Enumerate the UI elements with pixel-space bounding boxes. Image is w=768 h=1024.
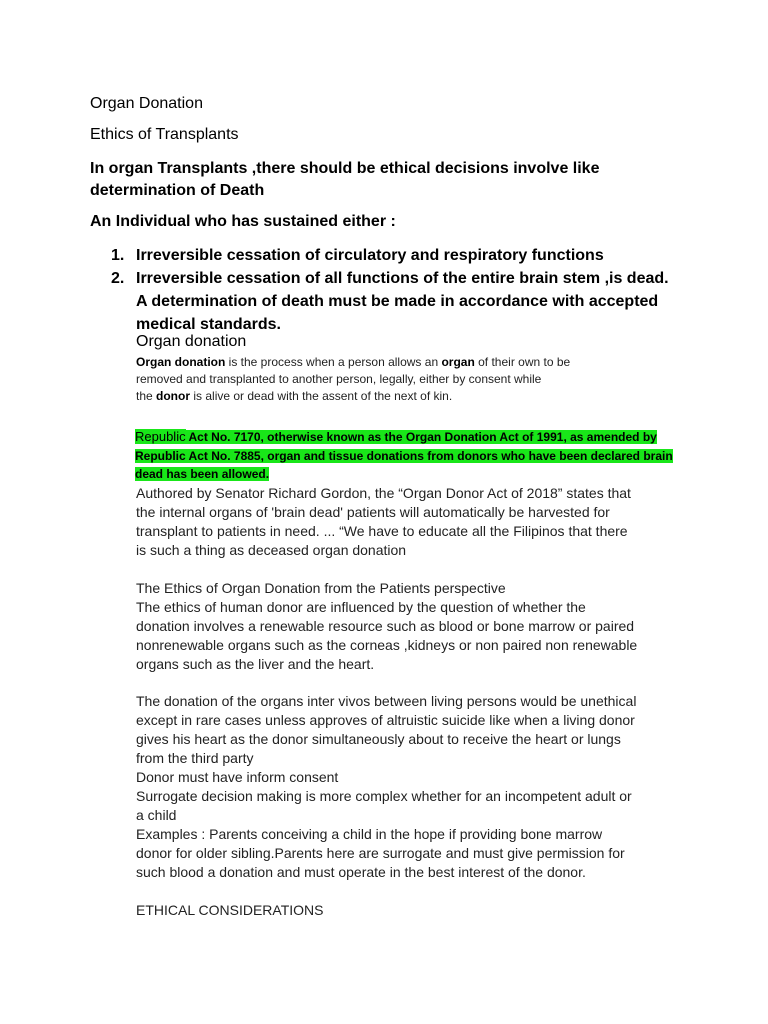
definition-text: of their own to be (474, 355, 571, 369)
list-number: 2. (111, 270, 125, 287)
paragraph-line: nonrenewable organs such as the corneas ,kidneys or non paired non renewable (136, 637, 638, 653)
organ-donation-heading: Organ donation (136, 333, 247, 350)
highlight-line-2 (135, 447, 675, 466)
paragraph-line: The donation of the organs inter vivos between living persons would be unethical (136, 693, 637, 709)
intro-line-2: determination of Death (90, 182, 265, 199)
list-item (111, 244, 731, 267)
definition-term: organ (441, 355, 475, 369)
paragraph-line: The ethics of human donor are influenced by the question of whether the (136, 599, 586, 615)
paragraph-line: the internal organs of 'brain dead' patients will automatically be harvested for (136, 504, 610, 520)
highlight-line-1 (135, 428, 675, 447)
definition-line-1 (136, 354, 656, 371)
definition-term: donor (156, 389, 191, 403)
paragraph-line: except in rare cases unless approves of altruistic suicide like when a living donor (136, 712, 635, 728)
paragraph-line: The Ethics of Organ Donation from the Patients perspective (136, 580, 506, 596)
definition-text: is alive or dead with the assent of the next of kin. (190, 389, 453, 403)
paragraph-line: Authored by Senator Richard Gordon, the “Organ Donor Act of 2018” states that (136, 485, 631, 501)
definition-line-3 (136, 388, 656, 405)
paragraph-line: organs such as the liver and the heart. (136, 656, 375, 672)
ethics-paragraph (136, 579, 696, 674)
paragraph-line: is such a thing as deceased organ donation (136, 542, 407, 558)
list-item-text: medical standards. (136, 316, 281, 333)
paragraph-line: donation involves a renewable resource such as blood or bone marrow or paired (136, 618, 635, 634)
paragraph-line: Surrogate decision making is more complex whether for an incompetent adult or (136, 788, 632, 804)
definition-text: is the process when a person allows an (225, 355, 442, 369)
individual-line: An Individual who has sustained either : (90, 213, 396, 230)
list-item (111, 267, 731, 336)
highlight-text: Act No. 7170, otherwise known as the Organ Donation Act of 1991, as amended by (185, 430, 657, 444)
document-subtitle: Ethics of Transplants (90, 126, 239, 143)
definition-term: Organ donation (136, 355, 226, 369)
list-item-text: Irreversible cessation of circulatory and respiratory functions (136, 247, 604, 264)
paragraph-line: Donor must have inform consent (136, 769, 339, 785)
definition-text: the (136, 389, 157, 403)
inter-vivos-paragraph (136, 692, 696, 882)
list-item-text: A determination of death must be made in accordance with accepted (136, 293, 659, 310)
paragraph-line: a child (136, 807, 177, 823)
republic-act-highlight (135, 428, 675, 484)
highlight-line-3 (135, 465, 675, 484)
definition-line-2: removed and transplanted to another person, legally, either by consent while (136, 372, 542, 386)
document-title: Organ Donation (90, 95, 203, 112)
paragraph-line: from the third party (136, 750, 254, 766)
authored-paragraph (136, 484, 696, 560)
paragraph-line: such blood a donation and must operate in the best interest of the donor. (136, 864, 586, 880)
highlight-text: Republic Act No. 7885, organ and tissue donations from donors who have been declared brain (135, 448, 673, 463)
ethical-considerations-heading: ETHICAL CONSIDERATIONS (136, 902, 324, 918)
highlight-text: dead has been allowed. (135, 467, 270, 481)
list-number: 1. (111, 247, 125, 264)
death-criteria-list (111, 244, 731, 336)
list-item-text: Irreversible cessation of all functions of the entire brain stem ,is dead. (136, 270, 669, 287)
paragraph-line: donor for older sibling.Parents here are surrogate and must give permission for (136, 845, 625, 861)
highlight-word: Republic (135, 429, 186, 444)
paragraph-line: gives his heart as the donor simultaneously about to receive the heart or lungs (136, 731, 621, 747)
paragraph-line: transplant to patients in need. ... “We have to educate all the Filipinos that there (136, 523, 628, 539)
paragraph-line: Examples : Parents conceiving a child in the hope if providing bone marrow (136, 826, 603, 842)
intro-line-1: In organ Transplants ,there should be ethical decisions involve like (90, 160, 600, 177)
